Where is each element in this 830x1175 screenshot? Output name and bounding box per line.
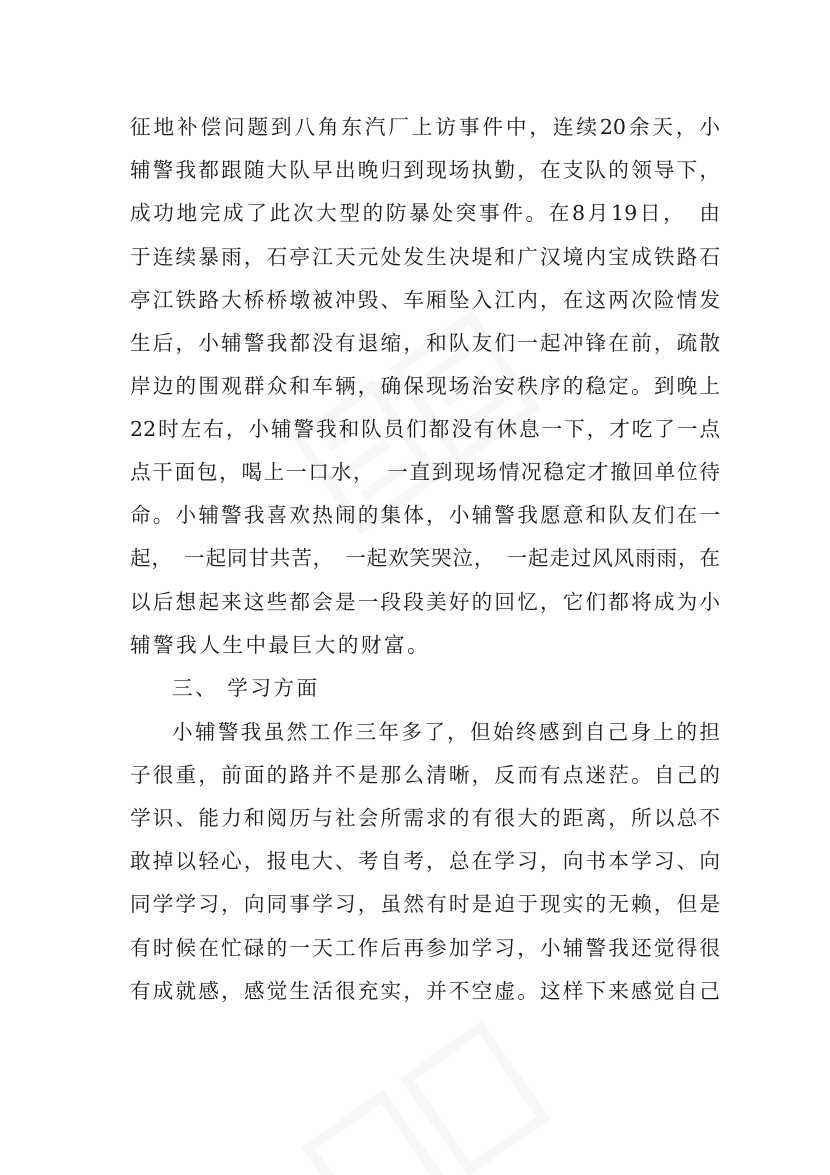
body-line: 学识、能力和阅历与社会所需求的有很大的距离，所以总不 [130,806,720,830]
body-line: 以后想起来这些都会是一段段美好的回忆，它们都将成为小 [130,590,720,614]
body-line: 有成就感，感觉生活很充实，并不空虚。这样下来感觉自己 [130,979,720,1003]
body-line: 敢掉以轻心，报电大、考自考，总在学习，向书本学习、向 [130,849,720,873]
body-line: 辅警我人生中最巨大的财富。 [130,633,431,657]
body-line: 于连续暴雨，石亭江天元处发生决堤和广汉境内宝成铁路石 [130,245,720,269]
body-line: 子很重，前面的路并不是那么清晰，反而有点迷茫。自己的 [130,763,720,787]
body-line: 起， 一起同甘共苦， 一起欢笑哭泣， 一起走过风风雨雨，在 [130,546,720,570]
body-line: 岸边的围观群众和车辆，确保现场治安秩序的稳定。到晚上 [130,374,720,398]
body-line: 同学学习，向同事学习，虽然有时是迫于现实的无赖，但是 [130,892,720,916]
body-line: 成功地完成了此次大型的防暴处突事件。在8月19日， 由 [130,201,720,225]
body-line: 征地补偿问题到八角东汽厂上访事件中，连续20余天，小 [130,115,720,139]
body-line: 辅警我都跟随大队早出晚归到现场执勤，在支队的领导下， [130,158,720,182]
body-line: 命。小辅警我喜欢热闹的集体，小辅警我愿意和队友们在一 [130,503,720,527]
body-line: 小辅警我虽然工作三年多了，但始终感到自己身上的担 [172,720,720,744]
body-line: 亭江铁路大桥桥墩被冲毁、车厢坠入江内，在这两次险情发 [130,288,720,312]
body-line: 22时左右，小辅警我和队员们都没有休息一下，才吃了一点 [130,417,720,441]
body-line: 点干面包，喝上一口水， 一直到现场情况稳定才撤回单位待 [130,460,720,484]
body-line: 生后，小辅警我都没有退缩，和队友们一起冲锋在前，疏散 [130,331,720,355]
body-line: 有时候在忙碌的一天工作后再参加学习，小辅警我还觉得很 [130,936,720,960]
section-heading: 三、 学习方面 [172,676,320,700]
